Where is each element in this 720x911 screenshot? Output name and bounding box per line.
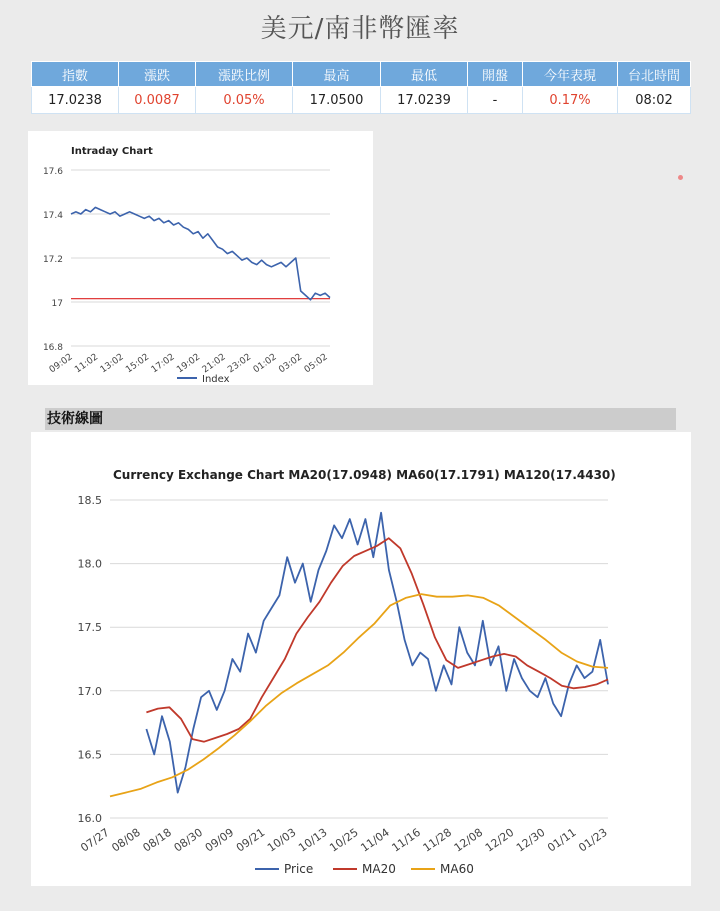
x-tick-label: 08/30 [171, 825, 206, 855]
x-tick-label: 13:02 [98, 352, 126, 376]
y-tick-label: 17.4 [42, 211, 63, 221]
x-tick-label: 11/16 [389, 825, 423, 855]
technical-section-header: 技術線圖 [45, 408, 676, 430]
x-tick-label: 03:02 [277, 352, 305, 376]
x-tick-label: 01:02 [251, 352, 279, 376]
series-line-index [71, 207, 330, 299]
x-tick-label: 08/18 [140, 825, 174, 855]
x-tick-label: 12/30 [514, 825, 548, 855]
x-tick-label: 09/21 [233, 825, 268, 855]
value-open: - [468, 87, 523, 114]
x-tick-label: 11/28 [420, 825, 455, 855]
x-tick-label: 08/08 [109, 825, 143, 855]
y-tick-label: 16.5 [77, 748, 102, 762]
chart-title: Intraday Chart [71, 146, 153, 157]
x-tick-label: 10/25 [327, 825, 361, 855]
value-ytd: 0.17% [523, 87, 618, 114]
quote-value-row [32, 87, 691, 114]
header-open: 開盤 [468, 62, 523, 87]
legend-label-ma20: MA20 [362, 862, 396, 876]
header-taipei-time: 台北時間 [618, 62, 691, 87]
x-tick-label: 12/20 [482, 825, 517, 855]
exchange-chart-panel [31, 432, 691, 886]
y-tick-label: 16.8 [42, 343, 63, 353]
x-tick-label: 01/23 [576, 825, 610, 855]
exchange-chart [31, 432, 691, 886]
y-tick-label: 17.0 [77, 684, 102, 698]
intraday-chart [28, 131, 373, 385]
legend-label-price: Price [284, 862, 314, 876]
intraday-chart-panel [28, 131, 373, 385]
x-tick-label: 19:02 [175, 352, 203, 376]
value-high: 17.0500 [293, 87, 381, 114]
x-tick-label: 17:02 [149, 352, 177, 376]
series-line-ma20 [146, 538, 608, 742]
y-tick-label: 17 [51, 299, 63, 309]
value-index: 17.0238 [32, 87, 119, 114]
x-tick-label: 09/09 [202, 825, 237, 855]
x-tick-label: 01/11 [545, 825, 579, 855]
decorative-dot [678, 175, 683, 180]
x-tick-label: 23:02 [226, 352, 254, 376]
value-low: 17.0239 [381, 87, 468, 114]
y-tick-label: 16.0 [77, 812, 102, 825]
header-change: 漲跌 [119, 62, 196, 87]
legend-label-index: Index [202, 374, 230, 385]
value-taipei-time: 08:02 [618, 87, 691, 114]
x-tick-label: 21:02 [200, 352, 228, 376]
y-tick-label: 17.5 [77, 621, 102, 635]
value-change: 0.0087 [119, 87, 196, 114]
x-tick-label: 10/03 [265, 825, 299, 855]
page-title: 美元/南非幣匯率 [260, 14, 460, 44]
quote-header-row [32, 62, 691, 87]
header-change-pct: 漲跌比例 [196, 62, 293, 87]
header-ytd: 今年表現 [523, 62, 618, 87]
y-tick-label: 18.0 [77, 557, 102, 571]
y-tick-label: 17.6 [42, 167, 63, 177]
legend-label-ma60: MA60 [440, 862, 474, 876]
x-tick-label: 09:02 [47, 352, 75, 376]
y-tick-label: 18.5 [77, 494, 102, 507]
quote-table [31, 61, 691, 114]
header-high: 最高 [293, 62, 381, 87]
x-tick-label: 10/13 [296, 825, 330, 855]
x-tick-label: 07/27 [78, 825, 112, 855]
series-line-ma60 [110, 594, 608, 796]
value-change-pct: 0.05% [196, 87, 293, 114]
x-tick-label: 11/04 [358, 825, 392, 855]
chart-title: Currency Exchange Chart MA20(17.0948) MA60(17.1791) MA120(17.4430) [113, 468, 616, 482]
header-low: 最低 [381, 62, 468, 87]
header-index: 指數 [32, 62, 119, 87]
x-tick-label: 05:02 [302, 352, 330, 376]
y-tick-label: 17.2 [42, 255, 63, 265]
x-tick-label: 11:02 [73, 352, 101, 376]
x-tick-label: 12/08 [451, 825, 486, 855]
x-tick-label: 15:02 [124, 352, 152, 376]
